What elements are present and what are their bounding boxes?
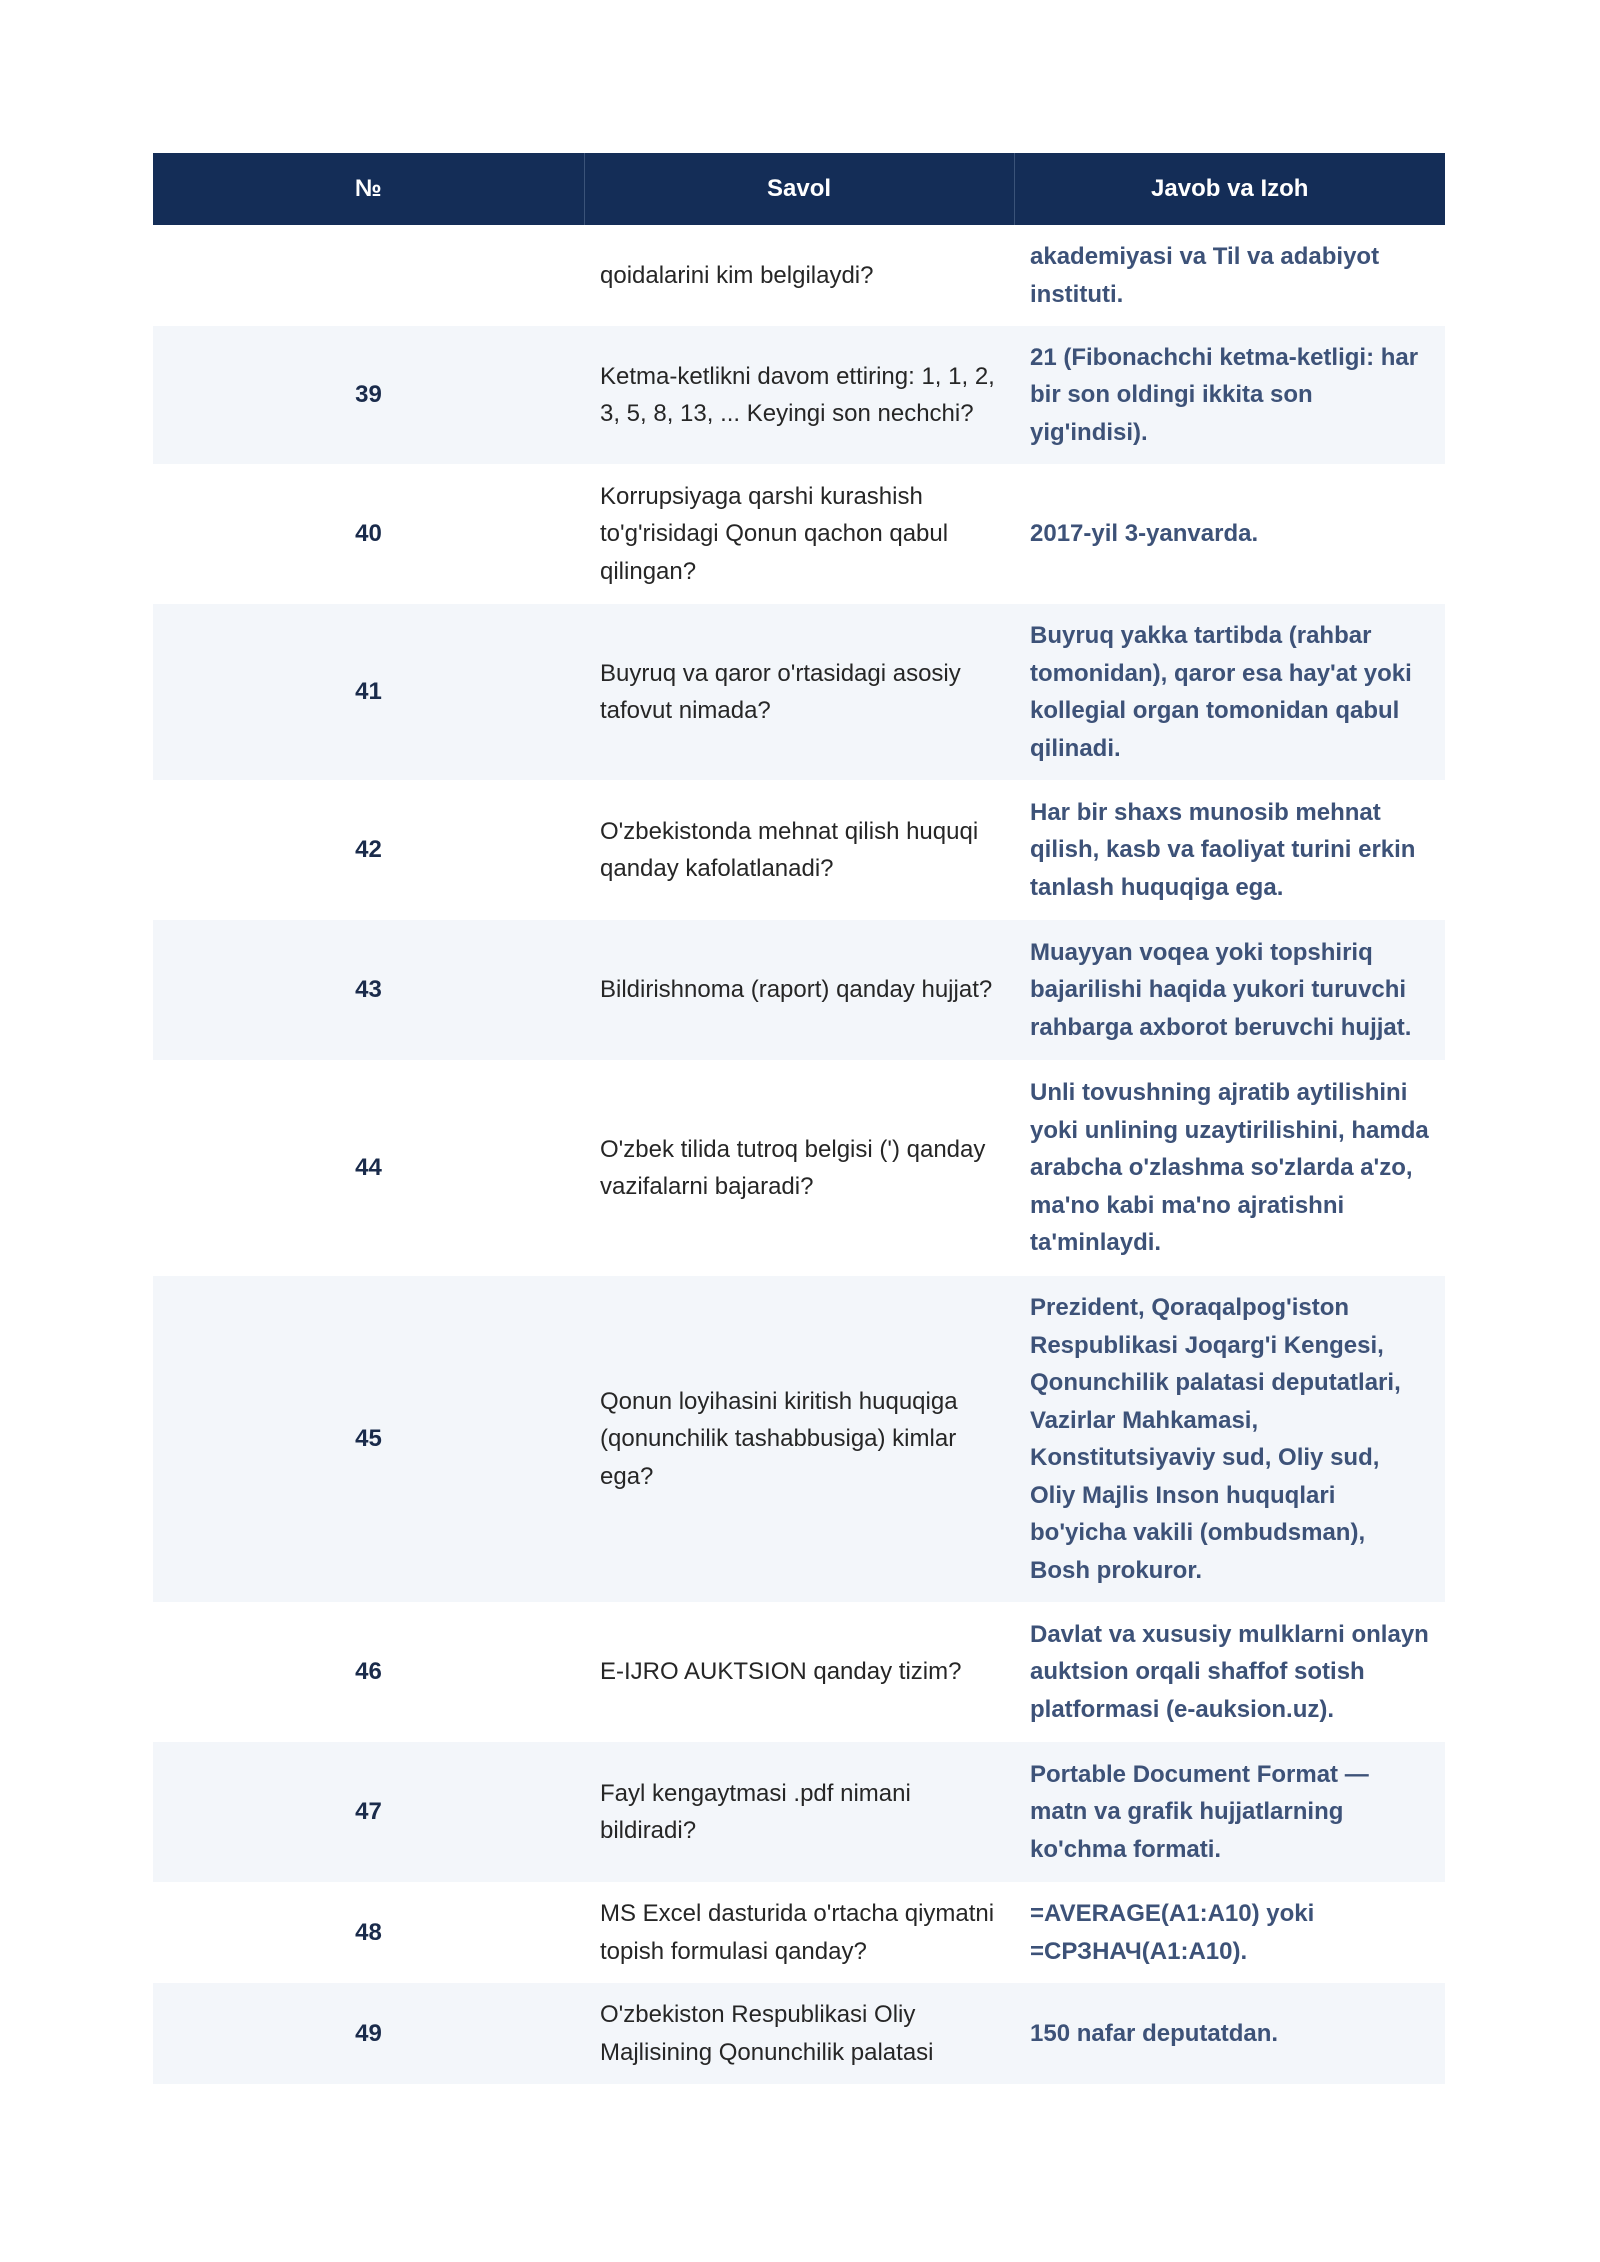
row-number: 41 [153, 604, 584, 780]
row-number: 43 [153, 920, 584, 1060]
table-header-row [153, 153, 1445, 225]
table-row [153, 1602, 1445, 1742]
row-answer: akademiyasi va Til va adabiyot instituti. [1030, 243, 1380, 308]
row-answer: Har bir shaxs munosib mehnat qilish, kasb va faoliyat turini erkin tanlash huquqiga ega. [1030, 798, 1416, 901]
row-question: O'zbek tilida tutroq belgisi (') qanday vazifalarni bajaradi? [600, 1135, 986, 1200]
row-number: 45 [153, 1276, 584, 1602]
row-answer: 150 nafar deputatdan. [1014, 1983, 1445, 2084]
row-number: 40 [355, 520, 382, 548]
table-row [153, 1742, 1445, 1882]
table-row [153, 920, 1445, 1060]
table-row [153, 1882, 1445, 1983]
table-row [153, 1060, 1445, 1276]
row-answer: Davlat va xususiy mulklarni onlayn auktsion orqali shaffof sotish platformasi (e-auksion.uz). [1030, 1620, 1429, 1723]
row-answer: 21 (Fibonachchi ketma-ketligi: har bir son oldingi ikkita son yig'indisi). [1014, 326, 1445, 464]
row-number: 47 [153, 1742, 584, 1882]
row-answer: Prezident, Qoraqalpog'iston Respublikasi Joqarg'i Kengesi, Qonunchilik palatasi deputatlari, Vazirlar Mahkamasi, Konstitutsiyaviy sud, Oliy sud, Oliy Majlis Inson huquqlari bo'yicha vakili (ombudsman), Bosh prokuror. [1014, 1276, 1445, 1602]
header-answer: Javob va Izoh [1014, 153, 1445, 225]
row-question: O'zbekistonda mehnat qilish huquqi qanday kafolatlanadi? [600, 817, 979, 882]
row-answer: =AVERAGE(A1:A10) yoki =СРЗНАЧ(A1:A10). [1030, 1900, 1315, 1965]
table-row [153, 225, 1445, 326]
table-row [153, 1276, 1445, 1602]
table-row [153, 604, 1445, 780]
row-question: Korrupsiyaga qarshi kurashish to'g'risidagi Qonun qachon qabul qilingan? [600, 482, 949, 585]
row-answer: Unli tovushning ajratib aytilishini yoki unlining uzaytirilishini, hamda arabcha o'zlashma so'zlarda a'zo, ma'no kabi ma'no ajratishni ta'minlaydi. [1030, 1079, 1429, 1257]
row-number [153, 225, 584, 326]
row-number: 39 [153, 326, 584, 464]
qa-table [153, 153, 1445, 2084]
header-question: Savol [584, 153, 1014, 225]
table-row [153, 464, 1445, 604]
row-question: qoidalarini kim belgilaydi? [600, 261, 874, 289]
table-row [153, 1983, 1445, 2084]
table-row [153, 780, 1445, 920]
row-question: E-IJRO AUKTSION qanday tizim? [600, 1658, 962, 1686]
row-number: 46 [355, 1658, 382, 1686]
table-row [153, 326, 1445, 464]
row-answer: 2017-yil 3-yanvarda. [1030, 520, 1259, 548]
row-question: Ketma-ketlikni davom ettiring: 1, 1, 2, 3, 5, 8, 13, ... Keyingi son nechchi? [584, 326, 1014, 464]
row-question: O'zbekiston Respublikasi Oliy Majlisining Qonunchilik palatasi [584, 1983, 1014, 2084]
row-number: 42 [355, 836, 382, 864]
row-question: MS Excel dasturida o'rtacha qiymatni topish formulasi qanday? [600, 1900, 995, 1965]
header-number: № [153, 153, 584, 225]
row-question: Buyruq va qaror o'rtasidagi asosiy tafovut nimada? [584, 604, 1014, 780]
row-number: 49 [153, 1983, 584, 2084]
row-question: Fayl kengaytmasi .pdf nimani bildiradi? [584, 1742, 1014, 1882]
row-answer: Muayyan voqea yoki topshiriq bajarilishi haqida yukori turuvchi rahbarga axborot beruvchi hujjat. [1014, 920, 1445, 1060]
row-number: 44 [355, 1154, 382, 1182]
row-answer: Portable Document Format — matn va grafik hujjatlarning ko'chma formati. [1014, 1742, 1445, 1882]
row-question: Bildirishnoma (raport) qanday hujjat? [584, 920, 1014, 1060]
row-number: 48 [355, 1918, 382, 1946]
row-answer: Buyruq yakka tartibda (rahbar tomonidan), qaror esa hay'at yoki kollegial organ tomonidan qabul qilinadi. [1014, 604, 1445, 780]
row-question: Qonun loyihasini kiritish huquqiga (qonunchilik tashabbusiga) kimlar ega? [584, 1276, 1014, 1602]
